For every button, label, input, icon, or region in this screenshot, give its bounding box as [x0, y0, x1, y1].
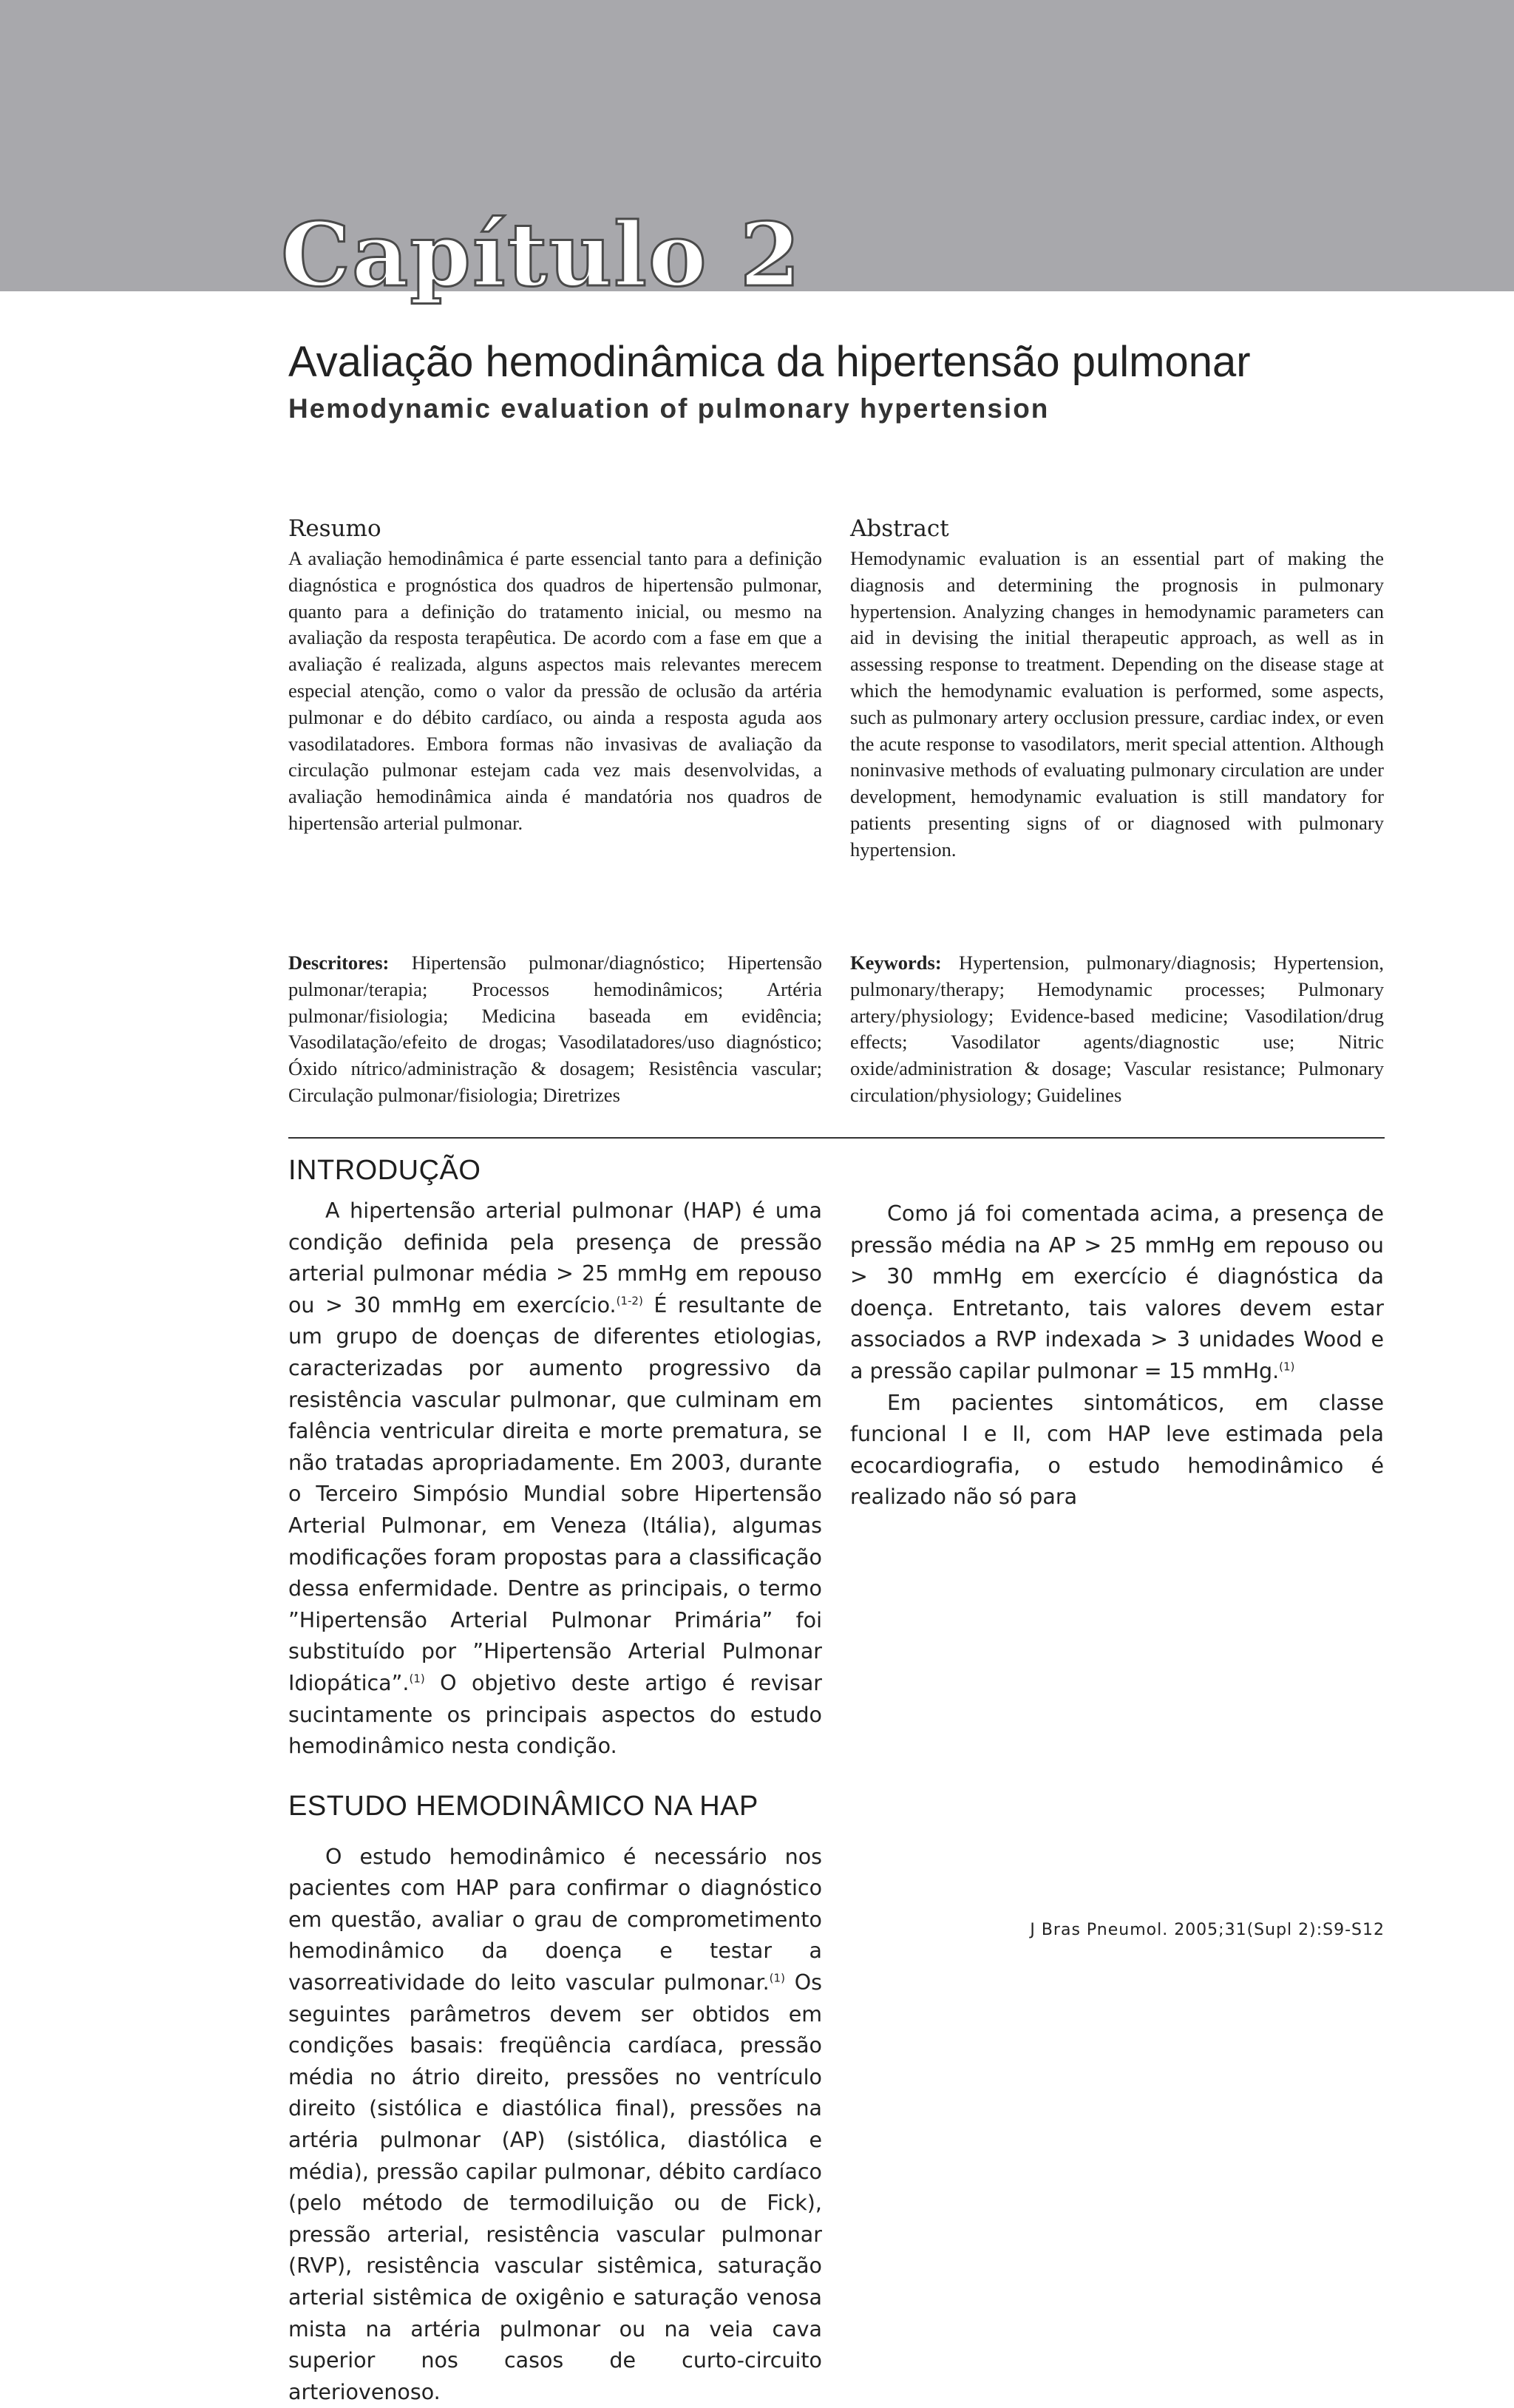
citation-ref: (1): [769, 1971, 785, 1985]
estudo-paragraph-1: O estudo hemodinâmico é necessário nos pacientes com HAP para confirmar o diagnóstico em questão, avaliar o grau de comprometimento hemodinâmico da doença e testar a vasorreatividade do leito vascular pulmonar.$^{(1)}$ Os seguintes parâmetros devem ser obtidos em condições basais: freqüência cardíaca, pressão média no átrio direito, pressões no ventrículo direito (sistólica e diastólica final), pressões na artéria pulmonar (AP) (sistólica, diastólica e média), pressão capilar pulmonar, débito cardíaco (pelo método de termodiluição ou de Fick), pressão arterial, resistência vascular pulmonar (RVP), resistência vascular sistêmica, saturação arterial sistêmica de oxigênio e saturação venosa mista na artéria pulmonar ou na veia cava superior nos casos de curto-circuito arteriovenoso.: [288, 1844, 823, 2404]
article-title-en: Hemodynamic evaluation of pulmonary hypertension: [288, 393, 1050, 424]
keywords-label: Keywords:: [850, 952, 942, 974]
citation-ref: (1): [1279, 1360, 1295, 1374]
abstract-heading: Abstract: [850, 515, 949, 542]
keywords-text: Hypertension, pulmonary/diagnosis; Hypertension, pulmonary/therapy; Hemodynamic processes; Pulmonary artery/physiology; Evidence-based medicine; Vasodilation/drug effects; Vasodilator agents/diagnostic use; Nitric oxide/administration & dosage; Vascular resistance; Pulmonary circulation/physiology; Guidelines: [850, 952, 1384, 1106]
intro-paragraph: A hipertensão arterial pulmonar (HAP) é uma condição definida pela presença de pressão arterial pulmonar média > 25 mmHg em repouso ou > 30 mmHg em exercício.$^{(1-2)}$ É resultante de um grupo de doenças de diferentes etiologias, caracterizadas por aumento progressivo da resistência vascular pulmonar, que culminam em falência ventricular direita e morte prematura, se não tratadas apropriadamente. Em 2003, durante o Terceiro Simpósio Mundial sobre Hipertensão Arterial Pulmonar, em Veneza (Itália), algumas modificações foram propostas para a classificação dessa enfermidade. Dentre as principais, o termo ”Hipertensão Arterial Pulmonar Primária” foi substituído por ”Hipertensão Arterial Pulmonar Idiopática”.$^{(1)}$ O objetivo deste artigo é revisar sucintamente os principais aspectos do estudo hemodinâmico nesta condição.: [288, 1198, 822, 1759]
estudo-paragraph-2: Como já foi comentada acima, a presença de pressão média na AP > 25 mmHg em repouso ou > 30 mmHg em exercício é diagnóstica da doença. Entretanto, tais valores devem estar associados a RVP indexada > 3 unidades Wood e a pressão capilar pulmonar = 15 mmHg.$^{(1)}$: [850, 1201, 1384, 1383]
abstract-text: Hemodynamic evaluation is an essential part of making the diagnosis and determining the prognosis in pulmonary hypertension. Analyzing changes in hemodynamic parameters can aid in devising the initial therapeutic approach, as well as in assessing response to treatment. Depending on the disease stage at which the hemodynamic evaluation is performed, some aspects, such as pulmonary artery occlusion pressure, cardiac index, or even the acute response to vasodilators, merit special attention. Although noninvasive methods of evaluating pulmonary circulation are under development, hemodynamic evaluation is still mandatory for patients presenting signs of or diagnosed with pulmonary hypertension.: [850, 547, 1384, 861]
estudo-heading: ESTUDO HEMODINÂMICO NA HAP: [288, 1790, 758, 1822]
section-divider: [288, 1137, 1385, 1139]
descritores-label: Descritores:: [288, 952, 390, 974]
descritores-text: Hipertensão pulmonar/diagnóstico; Hipertensão pulmonar/terapia; Processos hemodinâmicos; Artéria pulmonar/fisiologia; Medicina baseada em evidência; Vasodilatação/efeito de drogas; Vasodilatadores/uso diagnóstico; Óxido nítrico/administração & dosagem; Resistência vascular; Circulação pulmonar/fisiologia; Diretrizes: [288, 952, 822, 1106]
abstract-block: [850, 515, 1384, 864]
right-body-column: [850, 1198, 1384, 1513]
estudo-paragraph-3: Em pacientes sintomáticos, em classe funcional I e II, com HAP leve estimada pela ecocardiografia, o estudo hemodinâmico é realizado não só para: [850, 1390, 1384, 1510]
resumo-heading: Resumo: [288, 515, 381, 542]
resumo-text: A avaliação hemodinâmica é parte essencial tanto para a definição diagnóstica e prognóstica dos quadros de hipertensão pulmonar, quanto para a definição do tratamento inicial, ou mesmo na avaliação da resposta terapêutica. De acordo com a fase em que a avaliação é realizada, alguns aspectos mais relevantes merecem especial atenção, como o valor da pressão de oclusão da artéria pulmonar e do débito cardíaco, ou ainda a resposta aguda aos vasodilatadores. Embora formas não invasivas de avaliação da circulação pulmonar estejam cada vez mais desenvolvidas, a avaliação hemodinâmica ainda é mandatória nos quadros de hipertensão arterial pulmonar.: [288, 547, 822, 834]
left-body-column: [288, 1155, 822, 2408]
keywords-block: [850, 950, 1384, 1109]
article-title-pt: Avaliação hemodinâmica da hipertensão pulmonar: [288, 338, 1251, 386]
citation-ref: (1): [409, 1672, 425, 1686]
resumo-block: [288, 515, 822, 837]
citation-ref: (1-2): [616, 1294, 643, 1308]
intro-heading: INTRODUÇÃO: [288, 1155, 481, 1186]
journal-citation: J Bras Pneumol. 2005;31(Supl 2):S9-S12: [1030, 1921, 1385, 1939]
descritores-block: [288, 950, 822, 1109]
chapter-title: Capítulo 2: [281, 203, 802, 306]
